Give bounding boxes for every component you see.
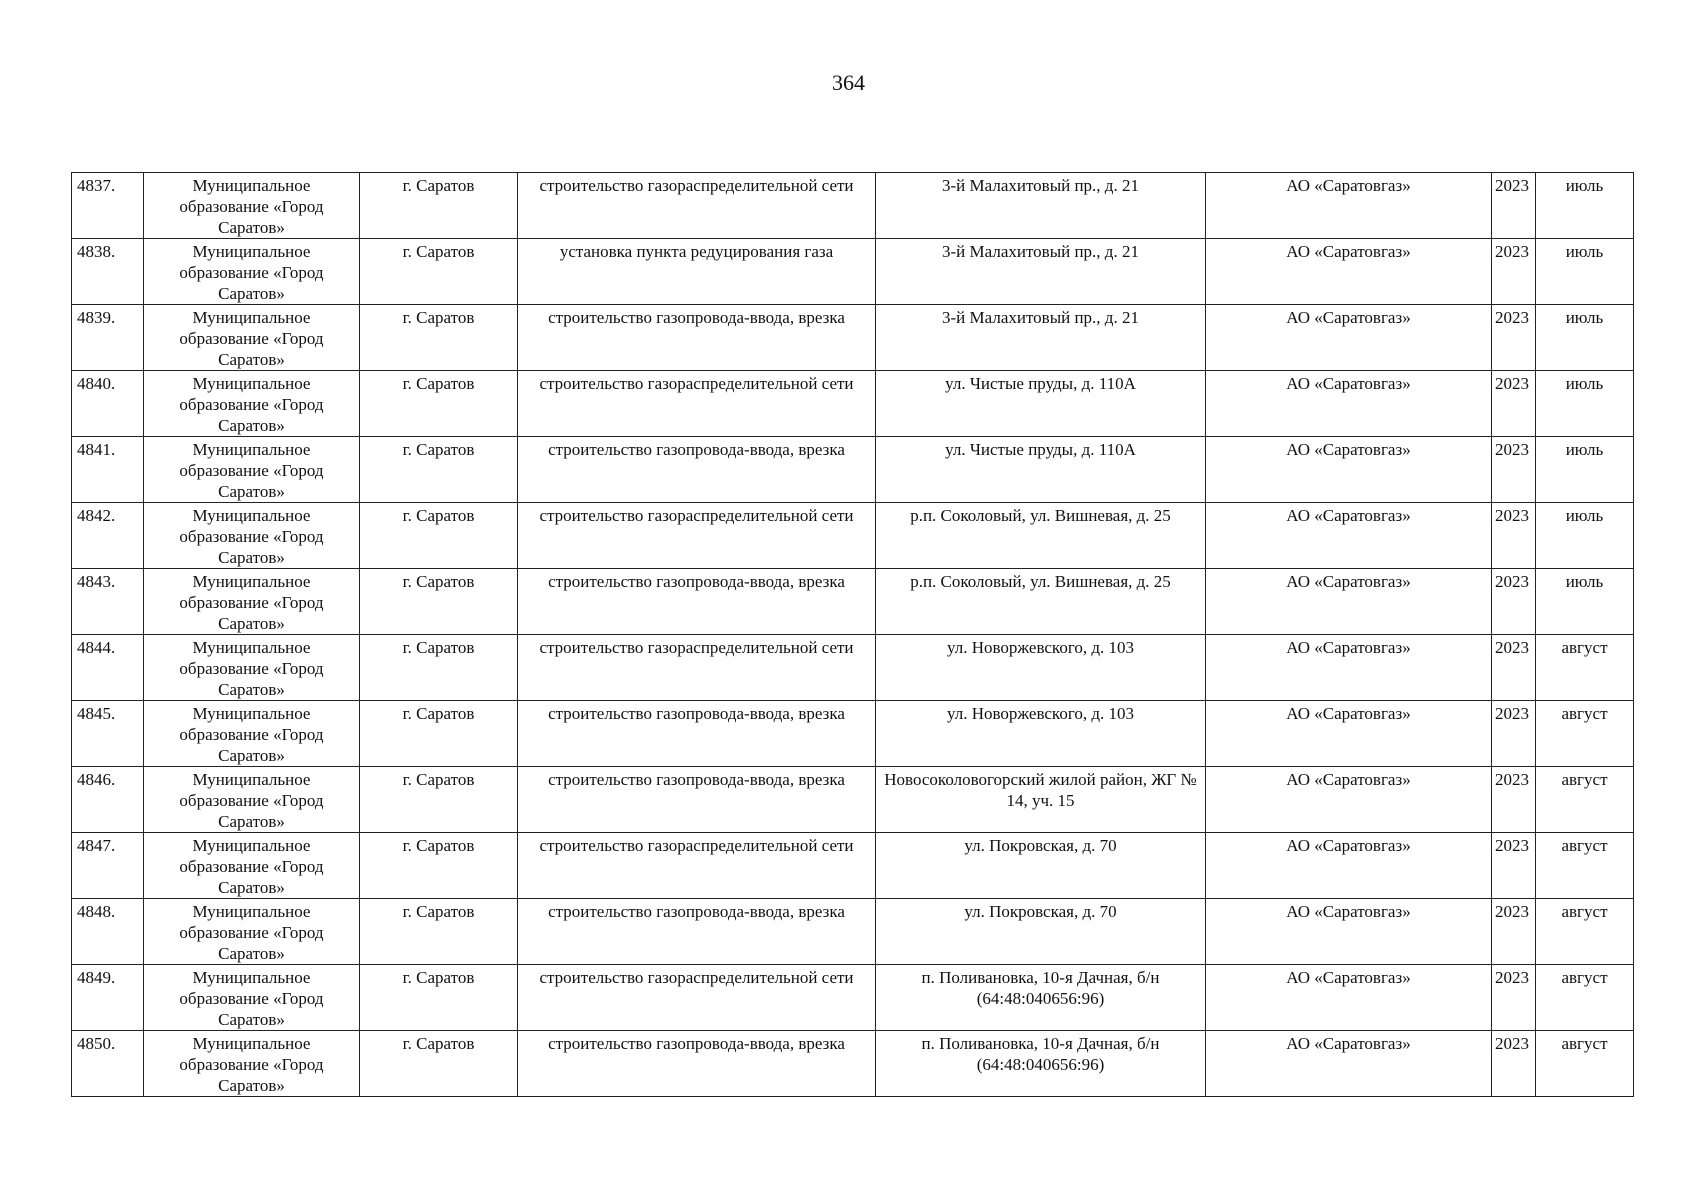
address-cell: 3-й Малахитовый пр., д. 21 [876,173,1206,239]
municipality-cell [144,371,360,437]
work-type-cell: строительство газопровода-ввода, врезка [518,701,876,767]
organization-cell: АО «Саратовгаз» [1206,1031,1492,1097]
work-type-cell: строительство газопровода-ввода, врезка [518,569,876,635]
gas-works-table [71,172,1634,1097]
settlement-cell: г. Саратов [360,1031,518,1097]
year-cell: 2023 [1492,899,1536,965]
work-type-cell: строительство газопровода-ввода, врезка [518,899,876,965]
organization-cell: АО «Саратовгаз» [1206,833,1492,899]
settlement-cell: г. Саратов [360,437,518,503]
organization-cell: АО «Саратовгаз» [1206,767,1492,833]
organization-cell: АО «Саратовгаз» [1206,965,1492,1031]
municipality-text: Муниципальное образование «Город Саратов» [179,902,324,963]
municipality-cell [144,239,360,305]
settlement-cell: г. Саратов [360,239,518,305]
month-cell: август [1536,635,1634,701]
row-number-cell: 4837. [72,173,144,239]
table-row [72,1031,1634,1097]
work-type-cell: строительство газопровода-ввода, врезка [518,1031,876,1097]
work-type-cell: строительство газопровода-ввода, врезка [518,767,876,833]
organization-cell: АО «Саратовгаз» [1206,503,1492,569]
table-row [72,701,1634,767]
municipality-cell [144,437,360,503]
month-cell: август [1536,767,1634,833]
address-cell: р.п. Соколовый, ул. Вишневая, д. 25 [876,569,1206,635]
municipality-text: Муниципальное образование «Город Саратов» [179,374,324,435]
municipality-text: Муниципальное образование «Город Саратов» [179,968,324,1029]
month-cell: август [1536,899,1634,965]
settlement-cell: г. Саратов [360,305,518,371]
row-number-cell: 4847. [72,833,144,899]
municipality-text: Муниципальное образование «Город Саратов» [179,704,324,765]
table-row [72,965,1634,1031]
municipality-cell [144,305,360,371]
address-cell: ул. Покровская, д. 70 [876,899,1206,965]
row-number-cell: 4843. [72,569,144,635]
work-type-cell: строительство газопровода-ввода, врезка [518,305,876,371]
municipality-text: Муниципальное образование «Город Саратов» [179,836,324,897]
settlement-cell: г. Саратов [360,173,518,239]
table-row [72,569,1634,635]
year-cell: 2023 [1492,833,1536,899]
organization-cell: АО «Саратовгаз» [1206,173,1492,239]
settlement-cell: г. Саратов [360,899,518,965]
year-cell: 2023 [1492,635,1536,701]
month-cell: июль [1536,569,1634,635]
work-type-cell: установка пункта редуцирования газа [518,239,876,305]
year-cell: 2023 [1492,1031,1536,1097]
month-cell: август [1536,701,1634,767]
address-cell: ул. Покровская, д. 70 [876,833,1206,899]
month-cell: июль [1536,437,1634,503]
work-type-cell: строительство газораспределительной сети [518,173,876,239]
municipality-text: Муниципальное образование «Город Саратов» [179,242,324,303]
organization-cell: АО «Саратовгаз» [1206,899,1492,965]
table-row [72,767,1634,833]
municipality-cell [144,173,360,239]
settlement-cell: г. Саратов [360,503,518,569]
row-number-cell: 4841. [72,437,144,503]
month-cell: июль [1536,173,1634,239]
table-row [72,833,1634,899]
address-cell: ул. Новоржевского, д. 103 [876,635,1206,701]
organization-cell: АО «Саратовгаз» [1206,371,1492,437]
month-cell: август [1536,833,1634,899]
table-row [72,503,1634,569]
municipality-text: Муниципальное образование «Город Саратов» [179,440,324,501]
address-cell: 3-й Малахитовый пр., д. 21 [876,239,1206,305]
row-number-cell: 4840. [72,371,144,437]
table-row [72,173,1634,239]
row-number-cell: 4842. [72,503,144,569]
table-row [72,371,1634,437]
row-number-cell: 4838. [72,239,144,305]
page-number: 364 [832,70,865,95]
row-number-cell: 4846. [72,767,144,833]
municipality-cell [144,635,360,701]
settlement-cell: г. Саратов [360,635,518,701]
municipality-cell [144,833,360,899]
address-cell: р.п. Соколовый, ул. Вишневая, д. 25 [876,503,1206,569]
address-cell: ул. Чистые пруды, д. 110А [876,437,1206,503]
month-cell: август [1536,965,1634,1031]
municipality-text: Муниципальное образование «Город Саратов» [179,572,324,633]
table-row [72,635,1634,701]
year-cell: 2023 [1492,767,1536,833]
organization-cell: АО «Саратовгаз» [1206,437,1492,503]
work-type-cell: строительство газораспределительной сети [518,833,876,899]
month-cell: июль [1536,371,1634,437]
table-body [72,173,1634,1097]
address-cell: ул. Новоржевского, д. 103 [876,701,1206,767]
year-cell: 2023 [1492,503,1536,569]
month-cell: июль [1536,305,1634,371]
address-cell: 3-й Малахитовый пр., д. 21 [876,305,1206,371]
month-cell: июль [1536,239,1634,305]
year-cell: 2023 [1492,437,1536,503]
year-cell: 2023 [1492,701,1536,767]
address-cell: ул. Чистые пруды, д. 110А [876,371,1206,437]
settlement-cell: г. Саратов [360,767,518,833]
municipality-text: Муниципальное образование «Город Саратов» [179,506,324,567]
month-cell: август [1536,1031,1634,1097]
municipality-cell [144,569,360,635]
municipality-cell [144,899,360,965]
municipality-cell [144,701,360,767]
row-number-cell: 4848. [72,899,144,965]
municipality-cell [144,965,360,1031]
municipality-cell [144,1031,360,1097]
organization-cell: АО «Саратовгаз» [1206,569,1492,635]
settlement-cell: г. Саратов [360,833,518,899]
year-cell: 2023 [1492,569,1536,635]
work-type-cell: строительство газопровода-ввода, врезка [518,437,876,503]
year-cell: 2023 [1492,965,1536,1031]
settlement-cell: г. Саратов [360,569,518,635]
municipality-text: Муниципальное образование «Город Саратов» [179,1034,324,1095]
settlement-cell: г. Саратов [360,371,518,437]
organization-cell: АО «Саратовгаз» [1206,239,1492,305]
municipality-cell [144,767,360,833]
year-cell: 2023 [1492,239,1536,305]
table-row [72,437,1634,503]
table-row [72,899,1634,965]
address-cell: п. Поливановка, 10-я Дачная, б/н (64:48:040656:96) [876,965,1206,1031]
municipality-cell [144,503,360,569]
year-cell: 2023 [1492,173,1536,239]
year-cell: 2023 [1492,371,1536,437]
municipality-text: Муниципальное образование «Город Саратов» [179,308,324,369]
municipality-text: Муниципальное образование «Город Саратов» [179,638,324,699]
work-type-cell: строительство газораспределительной сети [518,503,876,569]
settlement-cell: г. Саратов [360,701,518,767]
municipality-text: Муниципальное образование «Город Саратов» [179,770,324,831]
address-cell: п. Поливановка, 10-я Дачная, б/н (64:48:040656:96) [876,1031,1206,1097]
table-row [72,239,1634,305]
year-cell: 2023 [1492,305,1536,371]
table-row [72,305,1634,371]
work-type-cell: строительство газораспределительной сети [518,371,876,437]
row-number-cell: 4839. [72,305,144,371]
row-number-cell: 4849. [72,965,144,1031]
row-number-cell: 4850. [72,1031,144,1097]
organization-cell: АО «Саратовгаз» [1206,701,1492,767]
row-number-cell: 4845. [72,701,144,767]
work-type-cell: строительство газораспределительной сети [518,965,876,1031]
settlement-cell: г. Саратов [360,965,518,1031]
work-type-cell: строительство газораспределительной сети [518,635,876,701]
address-cell: Новосоколовогорский жилой район, ЖГ № 14, уч. 15 [876,767,1206,833]
month-cell: июль [1536,503,1634,569]
row-number-cell: 4844. [72,635,144,701]
organization-cell: АО «Саратовгаз» [1206,635,1492,701]
organization-cell: АО «Саратовгаз» [1206,305,1492,371]
municipality-text: Муниципальное образование «Город Саратов» [179,176,324,237]
